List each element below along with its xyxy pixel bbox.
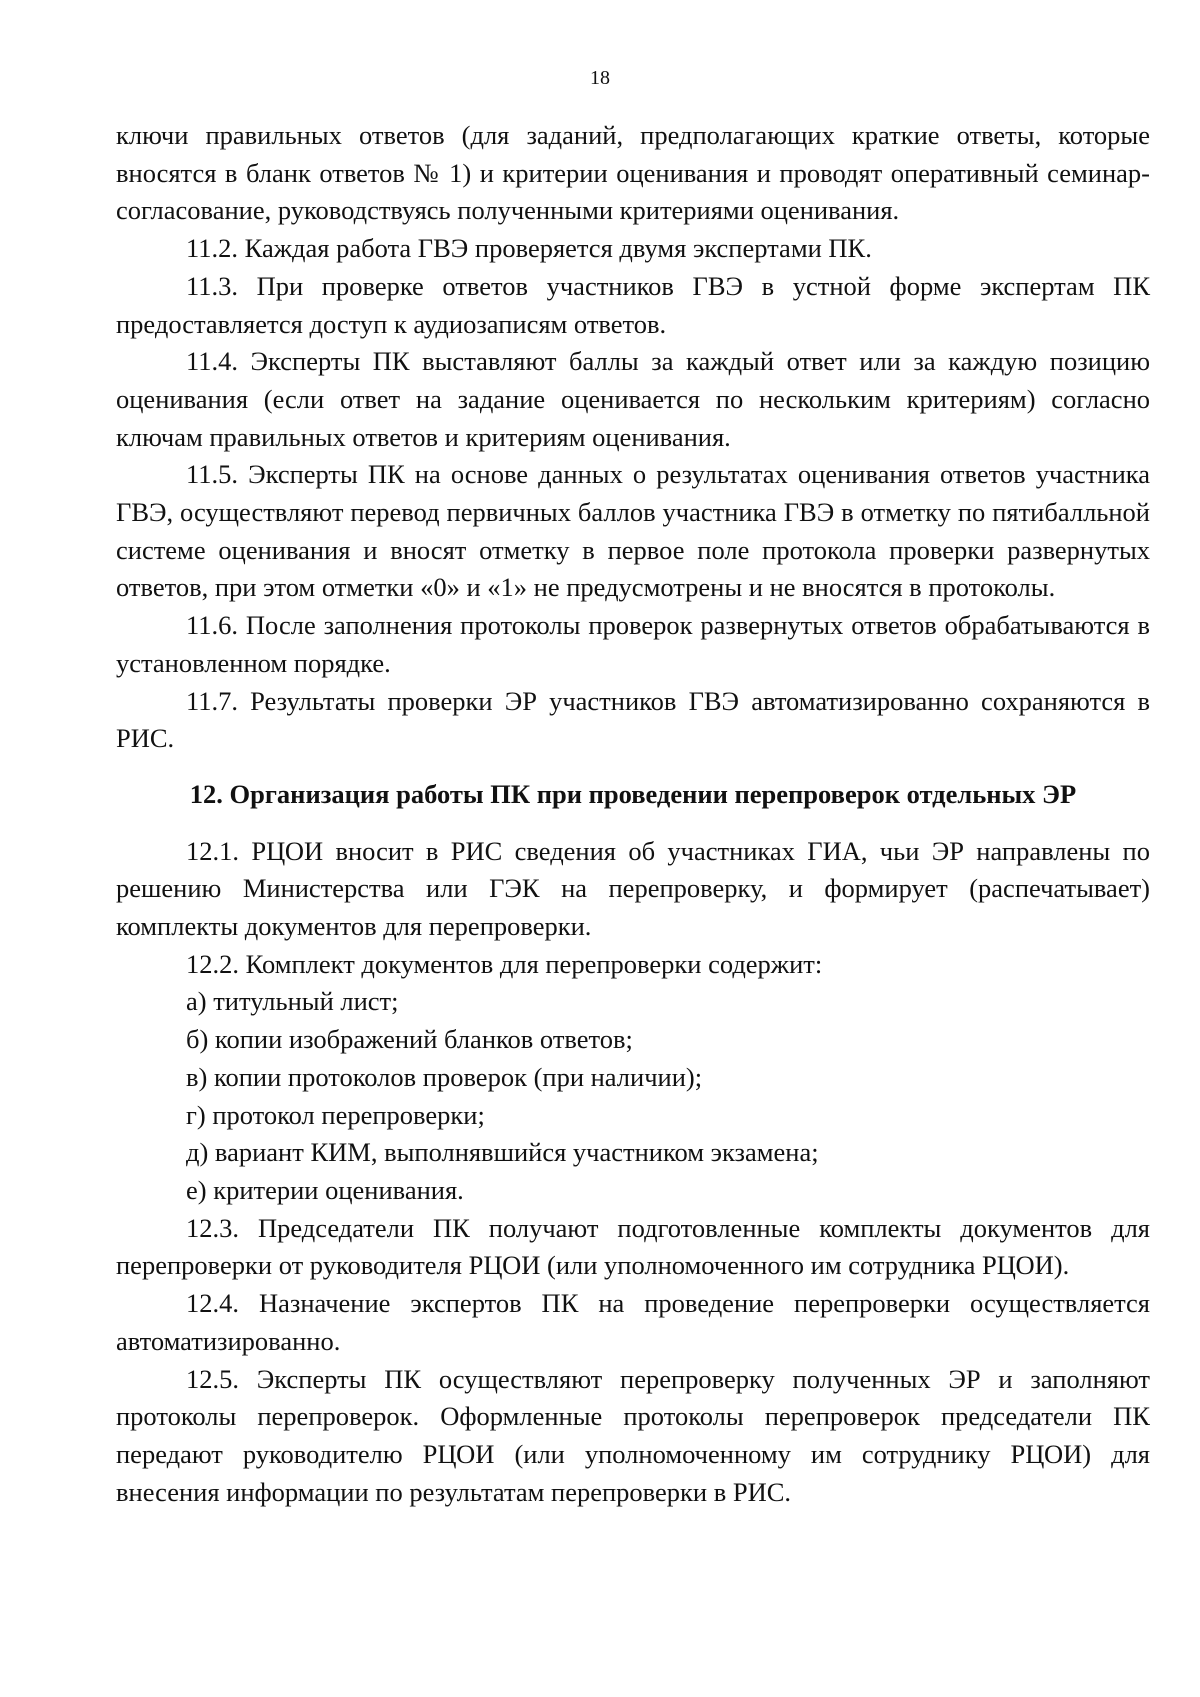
list-item: д) вариант КИМ, выполнявшийся участником экзамена; xyxy=(186,1137,819,1168)
paragraph-11-6: 11.6. После заполнения протоколы проверок развернутых ответов обрабатываются в установленном порядке. xyxy=(116,610,1150,678)
paragraph-11-2: 11.2. Каждая работа ГВЭ проверяется двумя экспертами ПК. xyxy=(186,233,872,264)
paragraph-12-1: 12.1. РЦОИ вносит в РИС сведения об участниках ГИА, чьи ЭР направлены по решению Министерства или ГЭК на перепроверку, и формирует (распечатывает) комплекты документов для перепроверки. xyxy=(116,835,1150,942)
paragraph-12-4: 12.4. Назначение экспертов ПК на проведение перепроверки осуществляется автоматизированно. xyxy=(116,1288,1150,1356)
paragraph-12-3: 12.3. Председатели ПК получают подготовленные комплекты документов для перепроверки от руководителя РЦОИ (или уполномоченного им сотрудника РЦОИ). xyxy=(116,1212,1150,1281)
page-number: 18 xyxy=(590,67,610,89)
document-body xyxy=(116,117,1150,1511)
paragraph-continuation: ключи правильных ответов (для заданий, предполагающих краткие ответы, которые вносятся в бланк ответов № 1) и критерии оценивания и проводят оперативный семинар-согласование, руководствуясь полученными критериями оценивания. xyxy=(116,120,1150,226)
paragraph-12-2: 12.2. Комплект документов для перепроверки содержит: xyxy=(186,948,823,979)
list-item: б) копии изображений бланков ответов; xyxy=(186,1024,633,1055)
list-item: в) копии протоколов проверок (при наличии); xyxy=(186,1061,703,1092)
paragraph-11-3: 11.3. При проверке ответов участников ГВЭ в устной форме экспертам ПК предоставляется доступ к аудиозаписям ответов. xyxy=(116,270,1150,339)
list-item: е) критерии оценивания. xyxy=(186,1174,464,1205)
paragraph-11-4: 11.4. Эксперты ПК выставляют баллы за каждый ответ или за каждую позицию оценивания (если ответ на задание оценивается по нескольким критериям) согласно ключам правильных ответов и критериям оценивания. xyxy=(116,346,1150,452)
paragraph-11-5: 11.5. Эксперты ПК на основе данных о результатах оценивания ответов участника ГВЭ, осуществляют перевод первичных баллов участника ГВЭ в отметку по пятибалльной системе оценивания и вносят отметку в первое поле протокола проверки развернутых ответов, при этом отметки «0» и «1» не предусмотрены и не вносятся в протоколы. xyxy=(116,459,1150,603)
list-item: г) протокол перепроверки; xyxy=(186,1099,485,1130)
paragraph-12-5: 12.5. Эксперты ПК осуществляют перепроверку полученных ЭР и заполняют протоколы перепроверок. Оформленные протоколы перепроверок председатели ПК передают руководителю РЦОИ (или уполномоченному им сотруднику РЦОИ) для внесения информации по результатам перепроверки в РИС. xyxy=(116,1363,1150,1507)
section-heading: 12. Организация работы ПК при проведении перепроверок отдельных ЭР xyxy=(189,778,1077,809)
list-item: а) титульный лист; xyxy=(186,986,399,1017)
paragraph-11-7: 11.7. Результаты проверки ЭР участников ГВЭ автоматизированно сохраняются в РИС. xyxy=(116,685,1150,754)
